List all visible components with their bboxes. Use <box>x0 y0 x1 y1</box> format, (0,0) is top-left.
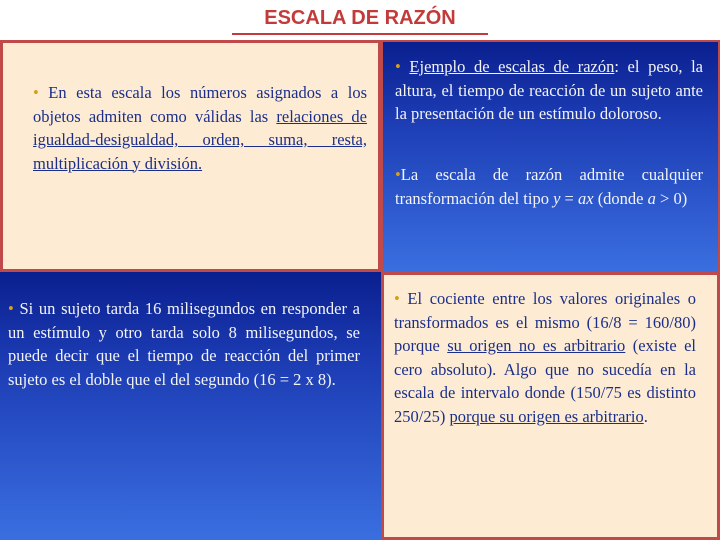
bullet: • <box>394 289 400 308</box>
transform-b: (donde <box>593 188 648 208</box>
panel-bottom-left <box>0 272 381 540</box>
panel-top-left-text <box>33 81 367 175</box>
example-rest: : el peso, la altura, el tiempo de reacción de un sujeto ante la presentación de un estímulo doloroso. <box>395 57 703 123</box>
panel-top-right-text-2 <box>395 163 703 210</box>
bullet: • <box>8 299 14 318</box>
relations-text: relaciones de igualdad-desigualdad, orden, suma, resta, multiplicación y división. <box>33 106 367 173</box>
transform-c: > 0) <box>655 188 688 208</box>
panel-bottom-left-text <box>8 297 360 391</box>
example-link: Ejemplo de escalas de razón <box>409 57 615 76</box>
example-text: Si un sujeto tarda 16 milisegundos en responder a un estímulo y otro tarda solo 8 milisegundos, se puede decir que el tiempo de reacción del primer sujeto es el doble que el del segundo (16 = 2 x 8). <box>8 299 360 389</box>
transform-a: La escala de razón admite cualquier transformación del tipo <box>395 165 703 208</box>
slide-title: ESCALA DE RAZÓN <box>264 7 456 29</box>
panel-bottom-right-text <box>394 287 696 428</box>
var-ax: ax <box>577 188 594 208</box>
bullet: • <box>33 83 39 102</box>
bullet: • <box>395 165 401 184</box>
ratio-t2: (existe el cero absoluto). Algo que no sucedía en la escala de intervalo donde (150/75 es distinto 250/25) <box>394 336 697 426</box>
ratio-t3: . <box>643 406 648 426</box>
panel-top-right <box>381 40 720 272</box>
panel-top-left <box>0 40 381 272</box>
title-underline <box>232 33 488 35</box>
var-a: a <box>647 188 656 208</box>
panel-top-right-text-1 <box>395 55 703 126</box>
origin-arbitrary: porque su origen es arbitrario <box>449 406 644 426</box>
bullet: • <box>395 57 401 76</box>
origin-not-arbitrary: su origen no es arbitrario <box>447 336 626 355</box>
eq: = <box>560 188 578 208</box>
text-a: En esta escala los números asignados a los objetos admiten como válidas las <box>33 83 367 126</box>
ratio-t1: El cociente entre los valores originales o transformados es el mismo (16/8 = 160/80) porque <box>394 289 696 355</box>
var-y: y <box>553 188 561 208</box>
panel-bottom-right <box>381 272 720 540</box>
